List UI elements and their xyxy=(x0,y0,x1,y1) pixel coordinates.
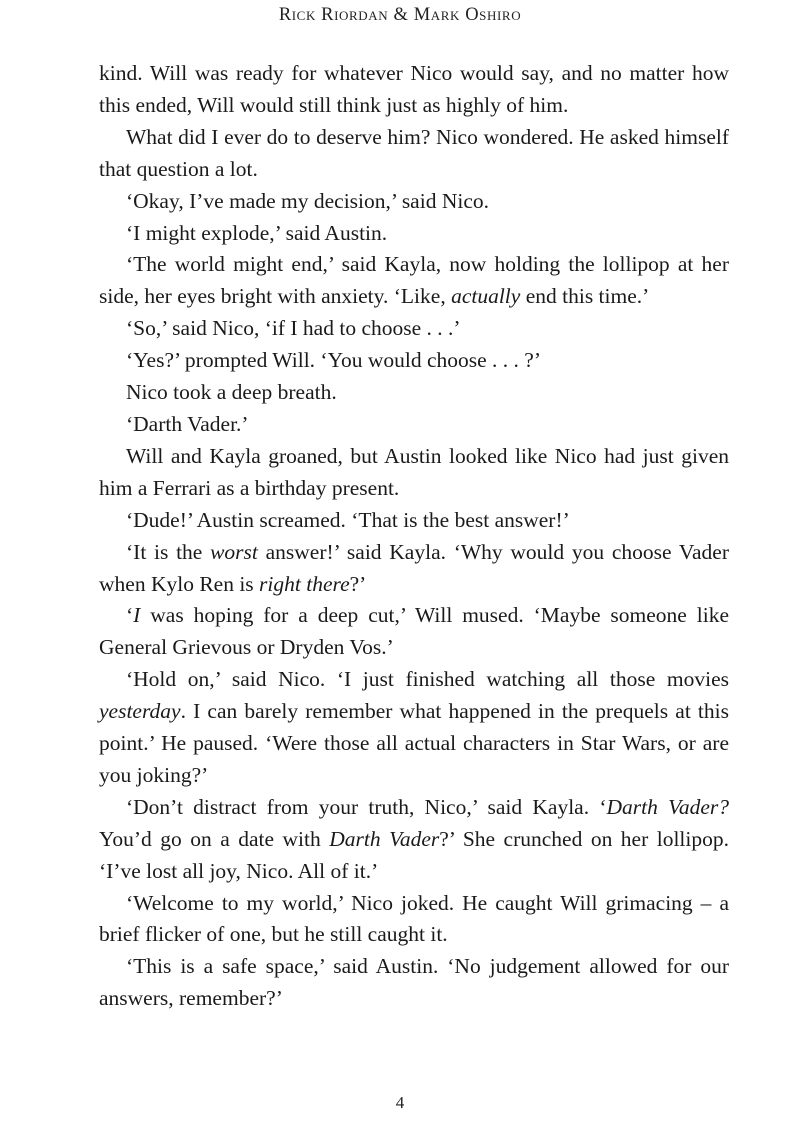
text-run: You’d go on a date with xyxy=(99,826,330,851)
italic-text: I xyxy=(133,603,141,628)
paragraph xyxy=(99,792,729,888)
text-run: ‘Okay, I’ve made my decision,’ said Nico. xyxy=(126,188,489,213)
text-run: . I can barely remember what happened in the prequels at this point.’ He paused. ‘Were those all actual characters in Star Wars, or are you joking?’ xyxy=(99,699,729,787)
text-run: ‘I might explode,’ said Austin. xyxy=(126,220,388,245)
text-run: ‘Darth Vader.’ xyxy=(126,411,249,436)
paragraph xyxy=(99,537,729,601)
paragraph xyxy=(99,122,729,186)
paragraph xyxy=(99,313,729,345)
paragraph xyxy=(99,218,729,250)
italic-text: yesterday xyxy=(99,699,181,724)
paragraph xyxy=(99,377,729,409)
italic-text: right there xyxy=(259,571,350,596)
paragraph xyxy=(99,505,729,537)
paragraph xyxy=(99,58,729,122)
text-run: ‘Yes?’ prompted Will. ‘You would choose . . . ?’ xyxy=(126,348,541,373)
page-number: 4 xyxy=(395,1093,405,1112)
paragraph xyxy=(99,441,729,505)
text-run: ‘This is a safe space,’ said Austin. ‘No judgement allowed for our answers, remember?’ xyxy=(99,954,729,1011)
running-head: Rick Riordan & Mark Oshiro xyxy=(278,5,522,25)
text-run: ‘So,’ said Nico, ‘if I had to choose . . .’ xyxy=(126,316,461,341)
body-text xyxy=(99,58,729,1015)
text-run: ‘Welcome to my world,’ Nico joked. He caught Will grimacing – a brief flicker of one, but he still caught it. xyxy=(99,890,729,947)
text-run: ‘Dude!’ Austin screamed. ‘That is the best answer!’ xyxy=(126,507,570,532)
italic-text: Darth Vader? xyxy=(606,794,729,819)
text-run: answer!’ said Kayla. ‘Why would you choose Vader when Kylo Ren is xyxy=(99,539,729,596)
text-run: Will and Kayla groaned, but Austin looked like Nico had just given him a Ferrari as a birthday present. xyxy=(99,443,729,500)
paragraph xyxy=(99,345,729,377)
paragraph xyxy=(99,888,729,952)
paragraph xyxy=(99,664,729,792)
italic-text: actually xyxy=(451,284,521,309)
paragraph xyxy=(99,951,729,1015)
text-run: ‘Don’t distract from your truth, Nico,’ said Kayla. ‘ xyxy=(126,794,607,819)
paragraph xyxy=(99,186,729,218)
text-run: What did I ever do to deserve him? Nico wondered. He asked himself that question a lot. xyxy=(99,124,729,181)
paragraph xyxy=(99,600,729,664)
text-run: ‘ xyxy=(126,603,134,628)
text-run: ‘Hold on,’ said Nico. ‘I just finished watching all those movies xyxy=(126,667,729,692)
text-run: ‘It is the xyxy=(126,539,211,564)
text-run: ?’ She crunched on her lollipop. ‘I’ve lost all joy, Nico. All of it.’ xyxy=(99,826,730,883)
paragraph xyxy=(99,249,729,313)
text-run: was hoping for a deep cut,’ Will mused. ‘Maybe someone like General Grievous or Dryden Vos.’ xyxy=(99,603,729,660)
text-run: Nico took a deep breath. xyxy=(126,380,337,405)
paragraph xyxy=(99,409,729,441)
italic-text: worst xyxy=(210,539,258,564)
text-run: kind. Will was ready for whatever Nico would say, and no matter how this ended, Will would still think just as highly of him. xyxy=(99,61,729,117)
text-run: ‘The world might end,’ said Kayla, now holding the lollipop at her side, her eyes bright with anxiety. ‘Like, xyxy=(99,252,729,309)
text-run: end this time.’ xyxy=(520,284,650,309)
text-run: ?’ xyxy=(349,571,367,596)
italic-text: Darth Vader xyxy=(329,826,440,851)
